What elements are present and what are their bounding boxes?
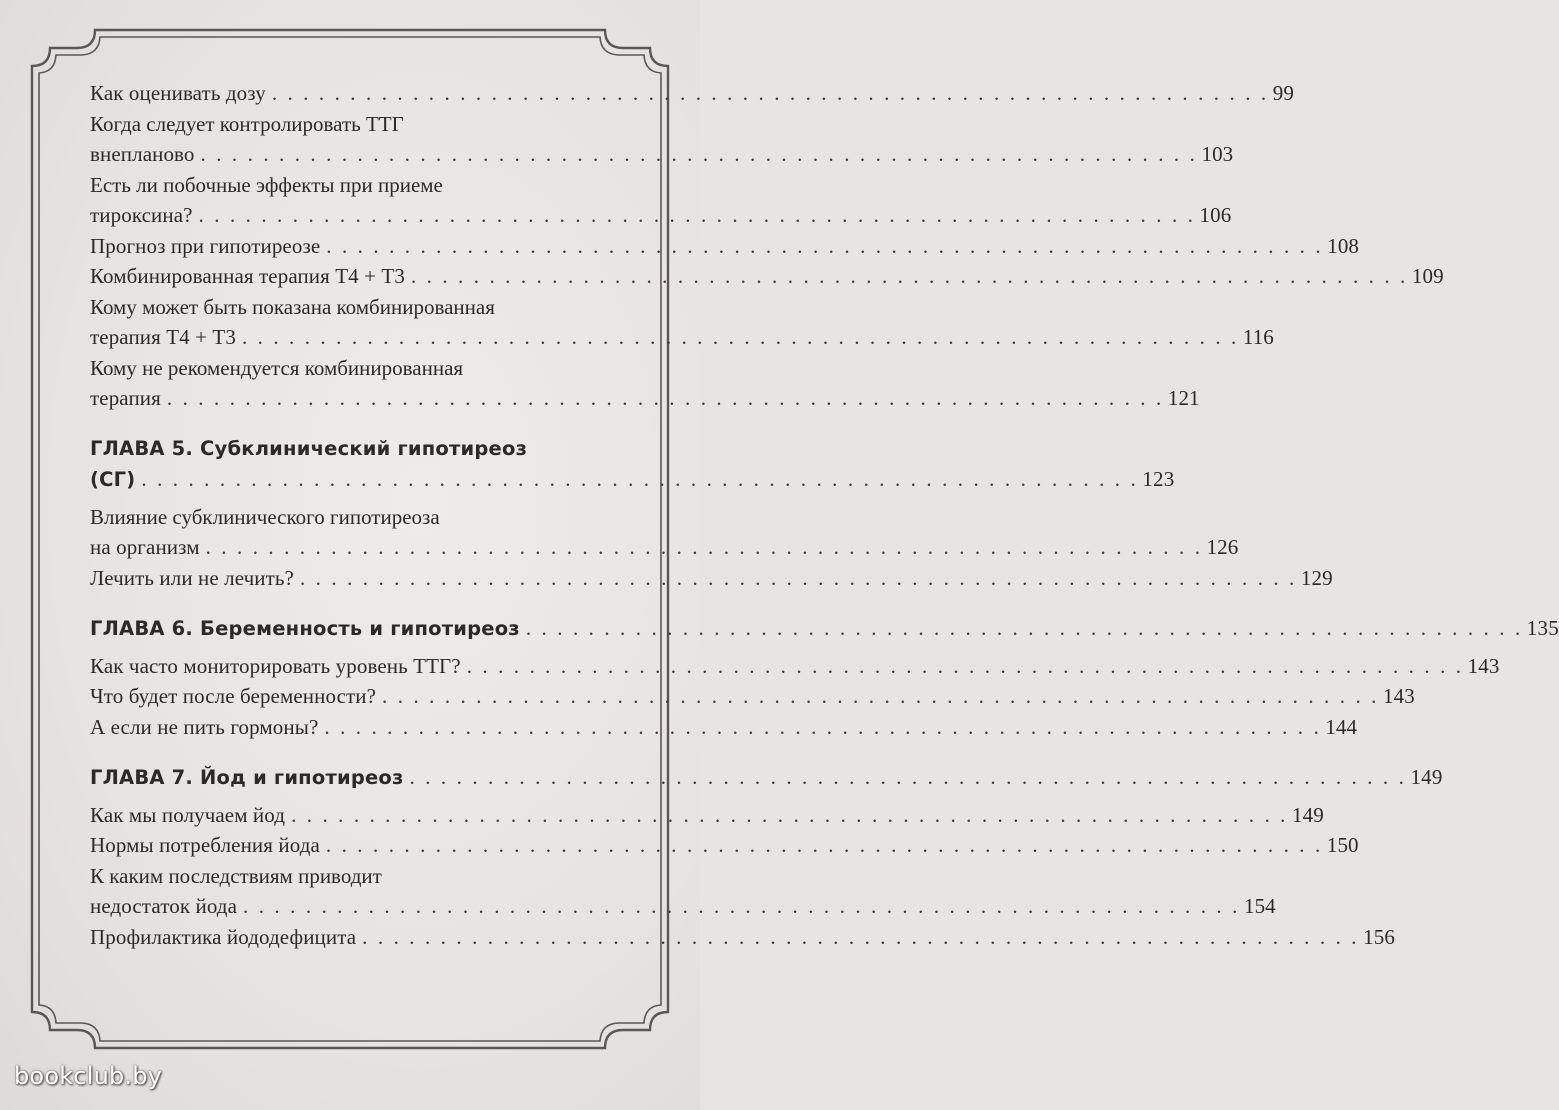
toc-entry bbox=[90, 830, 1359, 861]
entry-title-line: Кому не рекомендуется комбинированная bbox=[90, 355, 464, 380]
entry-title-line: недостаток йода bbox=[90, 894, 238, 918]
toc-entry bbox=[90, 922, 1395, 953]
toc-entry bbox=[90, 231, 1360, 262]
entry-title-line: на организм bbox=[90, 535, 200, 559]
toc-entry bbox=[90, 353, 1200, 414]
table-of-contents bbox=[90, 78, 1559, 952]
dot-leader: . . . . . . . . . . . . . . . . . . . . . . . . . . . . . . . . . . . . . . . . . . . . . . . . . . . . . . . . . . . . . . . . bbox=[166, 386, 1164, 410]
page-number: 149 bbox=[1292, 802, 1324, 827]
dot-leader: . . . . . . . . . . . . . . . . . . . . . . . . . . . . . . . . . . . . . . . . . . . . . . . . . . . . . . . . . . . . . . . . bbox=[291, 802, 1289, 827]
toc-entry bbox=[90, 502, 1239, 563]
dot-leader: . . . . . . . . . . . . . . . . . . . . . . . . . . . . . . . . . . . . . . . . . . . . . . . . . . . . . . . . . . . . . . . . bbox=[525, 616, 1523, 640]
chapter-entry bbox=[90, 762, 1443, 794]
chapter-entry bbox=[90, 613, 1559, 645]
entry-title-line: Как мы получаем йод bbox=[90, 802, 286, 827]
page-number: 116 bbox=[1242, 325, 1274, 349]
dot-leader: . . . . . . . . . . . . . . . . . . . . . . . . . . . . . . . . . . . . . . . . . . . . . . . . . . . . . . . . . . . . . . . . bbox=[382, 684, 1379, 708]
entry-title-line: Есть ли побочные эффекты при приеме bbox=[90, 172, 443, 197]
page-number: 108 bbox=[1327, 233, 1360, 258]
entry-title-line: Профилактика йододефицита bbox=[90, 924, 357, 949]
section-gap bbox=[90, 414, 655, 434]
dot-leader: . . . . . . . . . . . . . . . . . . . . . . . . . . . . . . . . . . . . . . . . . . . . . . . . . . . . . . . . . . . . . . . . bbox=[243, 894, 1240, 918]
entry-title-line: Как оценивать дозу bbox=[90, 81, 266, 105]
dot-leader: . . . . . . . . . . . . . . . . . . . . . . . . . . . . . . . . . . . . . . . . . . . . . . . . . . . . . . . . . . . . . . . . bbox=[200, 142, 1198, 166]
page-number: 154 bbox=[1243, 894, 1276, 918]
entry-title-line: Комбинированная терапия Т4 + Т3 bbox=[90, 264, 405, 288]
toc-entry bbox=[90, 861, 1276, 922]
page-number: 143 bbox=[1467, 653, 1500, 678]
toc-entry bbox=[90, 712, 1358, 743]
page-number: 126 bbox=[1206, 535, 1239, 559]
dot-leader: . . . . . . . . . . . . . . . . . . . . . . . . . . . . . . . . . . . . . . . . . . . . . . . . . . . . . . . . . . . . . . . . bbox=[410, 264, 1408, 288]
section-gap bbox=[90, 593, 655, 613]
entry-title-line: Кому может быть показана комбинированная bbox=[90, 294, 495, 319]
toc-entry bbox=[90, 681, 1415, 712]
toc-entry bbox=[90, 78, 1294, 109]
entry-title-line: Что будет после беременности? bbox=[90, 684, 377, 708]
entry-title-line: внепланово bbox=[90, 142, 195, 166]
entry-title-line: Прогноз при гипотиреозе bbox=[90, 233, 321, 258]
page-number: 106 bbox=[1199, 203, 1232, 227]
dot-leader: . . . . . . . . . . . . . . . . . . . . . . . . . . . . . . . . . . . . . . . . . . . . . . . . . . . . . . . . . . . . . . . . bbox=[299, 565, 1297, 590]
page-number: 144 bbox=[1325, 714, 1358, 739]
dot-leader: . . . . . . . . . . . . . . . . . . . . . . . . . . . . . . . . . . . . . . . . . . . . . . . . . . . . . . . . . . . . . . . . bbox=[362, 924, 1360, 949]
dot-leader: . . . . . . . . . . . . . . . . . . . . . . . . . . . . . . . . . . . . . . . . . . . . . . . . . . . . . . . . . . . . . . . . bbox=[324, 714, 1322, 739]
entry-title-line: Влияние субклинического гипотиреоза bbox=[90, 504, 440, 529]
page-number: 109 bbox=[1411, 264, 1444, 288]
dot-leader: . . . . . . . . . . . . . . . . . . . . . . . . . . . . . . . . . . . . . . . . . . . . . . . . . . . . . . . . . . . . . . . . bbox=[205, 535, 1203, 559]
dot-leader: . . . . . . . . . . . . . . . . . . . . . . . . . . . . . . . . . . . . . . . . . . . . . . . . . . . . . . . . . . . . . . . . bbox=[466, 653, 1464, 678]
page-number: 103 bbox=[1201, 142, 1234, 166]
toc-section bbox=[90, 613, 1559, 742]
dot-leader: . . . . . . . . . . . . . . . . . . . . . . . . . . . . . . . . . . . . . . . . . . . . . . . . . . . . . . . . . . . . . . . . bbox=[325, 833, 1323, 857]
entry-title-line: Нормы потребления йода bbox=[90, 833, 320, 857]
watermark: bookclub.by bbox=[14, 1062, 163, 1090]
page-number: 150 bbox=[1326, 833, 1359, 857]
entry-title-line: Лечить или не лечить? bbox=[90, 565, 294, 590]
toc-section bbox=[90, 762, 1443, 952]
toc-entry bbox=[90, 261, 1444, 292]
entry-title-line: К каким последствиям приводит bbox=[90, 863, 382, 888]
dot-leader: . . . . . . . . . . . . . . . . . . . . . . . . . . . . . . . . . . . . . . . . . . . . . . . . . . . . . . . . . . . . . . . . bbox=[141, 467, 1139, 491]
chapter-title-line: ГЛАВА 7. Йод и гипотиреоз bbox=[90, 766, 404, 789]
page-number: 149 bbox=[1410, 765, 1443, 789]
page-number: 99 bbox=[1272, 81, 1294, 105]
entry-title-line: тироксина? bbox=[90, 203, 193, 227]
toc-entry bbox=[90, 800, 1324, 831]
section-gap bbox=[90, 742, 655, 762]
dot-leader: . . . . . . . . . . . . . . . . . . . . . . . . . . . . . . . . . . . . . . . . . . . . . . . . . . . . . . . . . . . . . . . . bbox=[241, 325, 1239, 349]
chapter-title-line: ГЛАВА 5. Субклинический гипотиреоз bbox=[90, 436, 528, 460]
chapter-title-line: ГЛАВА 6. Беременность и гипотиреоз bbox=[90, 617, 520, 640]
dot-leader: . . . . . . . . . . . . . . . . . . . . . . . . . . . . . . . . . . . . . . . . . . . . . . . . . . . . . . . . . . . . . . . . bbox=[326, 233, 1324, 258]
page-number: 129 bbox=[1300, 565, 1333, 590]
toc-entry bbox=[90, 292, 1274, 353]
entry-title-line: терапия bbox=[90, 386, 161, 410]
page-number: 123 bbox=[1142, 467, 1175, 491]
entry-title-line: Когда следует контролировать ТТГ bbox=[90, 111, 404, 136]
toc-section bbox=[90, 434, 1333, 594]
entry-title-line: Как часто мониторировать уровень ТТГ? bbox=[90, 653, 461, 678]
page-number: 156 bbox=[1363, 924, 1395, 949]
entry-title-line: А если не пить гормоны? bbox=[90, 714, 319, 739]
toc-entry bbox=[90, 109, 1234, 170]
toc-entry bbox=[90, 563, 1333, 594]
dot-leader: . . . . . . . . . . . . . . . . . . . . . . . . . . . . . . . . . . . . . . . . . . . . . . . . . . . . . . . . . . . . . . . . bbox=[198, 203, 1196, 227]
dot-leader: . . . . . . . . . . . . . . . . . . . . . . . . . . . . . . . . . . . . . . . . . . . . . . . . . . . . . . . . . . . . . . . . bbox=[271, 81, 1269, 105]
chapter-entry bbox=[90, 434, 1175, 496]
entry-title-line: терапия Т4 + Т3 bbox=[90, 325, 236, 349]
page-number: 143 bbox=[1383, 684, 1415, 708]
toc-section bbox=[90, 78, 1444, 414]
toc-entry bbox=[90, 170, 1232, 231]
page-number: 121 bbox=[1167, 386, 1200, 410]
page-number: 135 bbox=[1526, 616, 1559, 640]
dot-leader: . . . . . . . . . . . . . . . . . . . . . . . . . . . . . . . . . . . . . . . . . . . . . . . . . . . . . . . . . . . . . . . . bbox=[409, 765, 1407, 789]
chapter-title-line: (СГ) bbox=[90, 468, 136, 491]
toc-entry bbox=[90, 651, 1500, 682]
